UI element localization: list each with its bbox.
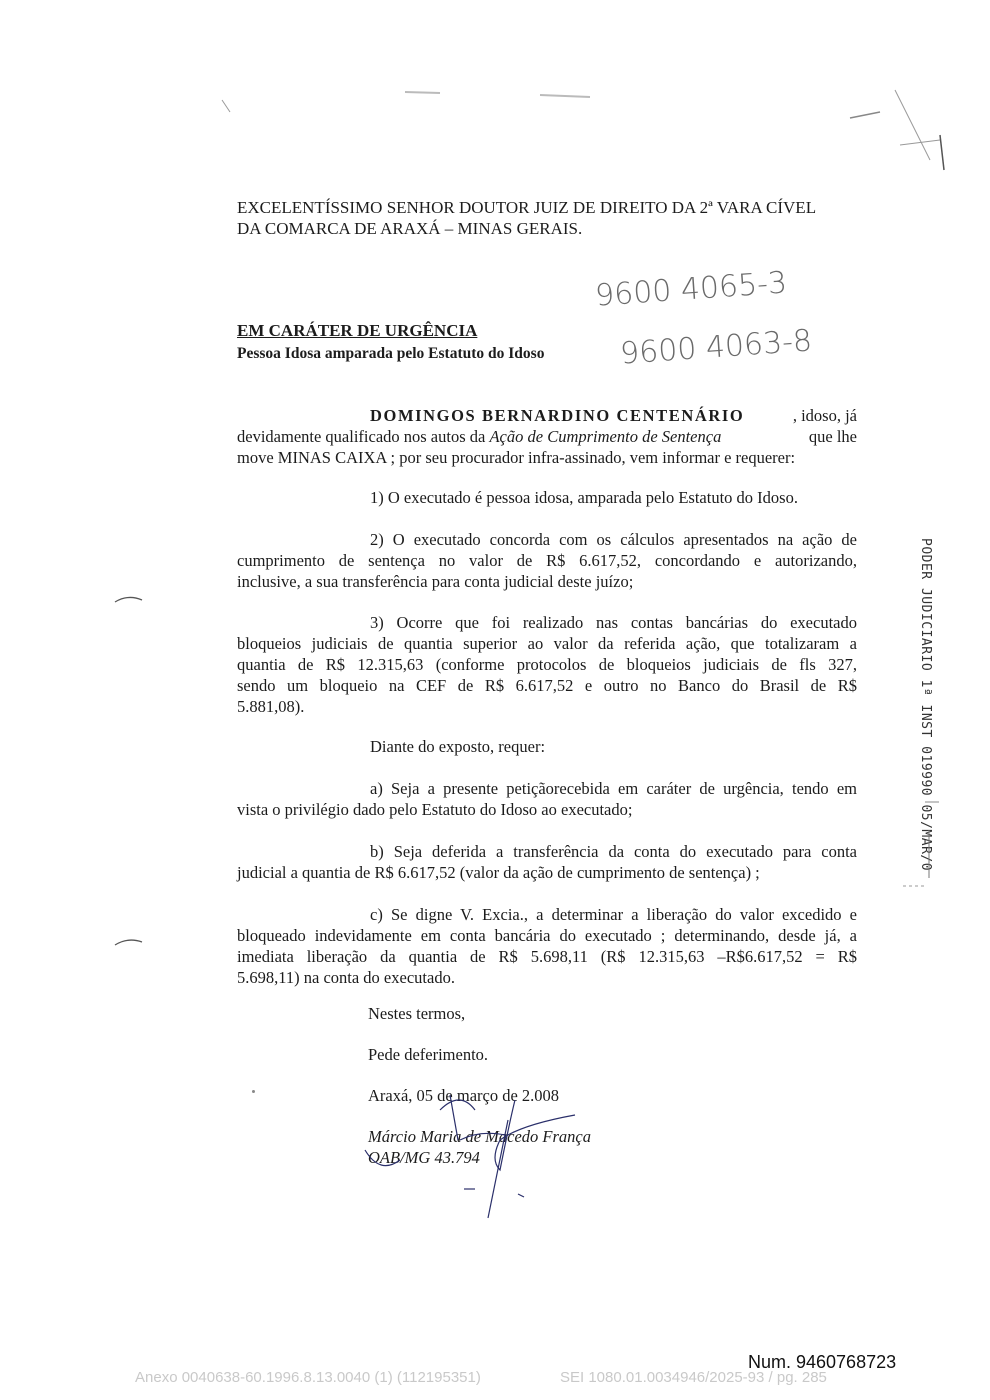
margin-marks bbox=[0, 580, 160, 960]
request-intro: Diante do exposto, requer: bbox=[370, 737, 546, 756]
intro-line-3: move MINAS CAIXA ; por seu procurador infra-assinado, vem informar e requerer: bbox=[237, 448, 796, 467]
item-3-line-3: quantia de R$ 12.315,63 (conforme protocolos de bloqueios judiciais de fls 327, bbox=[237, 655, 857, 674]
footer-sei: SEI 1080.01.0034946/2025-93 / pg. 285 bbox=[560, 1369, 827, 1386]
document-number: Num. 9460768723 bbox=[748, 1352, 897, 1372]
item-3-line-5: 5.881,08). bbox=[237, 697, 305, 716]
item-2-line-2: cumprimento de sentença no valor de R$ 6.617,52, concordando e autorizando, bbox=[237, 551, 857, 570]
signature bbox=[340, 1080, 600, 1220]
urgency-title: EM CARÁTER DE URGÊNCIA bbox=[237, 321, 478, 340]
request-c-line-3: imediata liberação da quantia de R$ 5.698,11 (R$ 12.315,63 –R$6.617,52 = R$ bbox=[237, 947, 857, 966]
place-date: Araxá, 05 de março de 2.008 bbox=[368, 1086, 560, 1105]
intro-line-2 bbox=[237, 427, 857, 447]
petitioner-name: DOMINGOS BERNARDINO CENTENÁRIO bbox=[370, 406, 745, 425]
handwritten-number-2: 9600 4063-8 bbox=[619, 323, 814, 372]
footer-annex: Anexo 0040638-60.1996.8.13.0040 (1) (112195351) bbox=[135, 1369, 481, 1386]
request-b-line-1: b) Seja deferida a transferência da conta do executado para conta bbox=[370, 842, 857, 861]
lawyer-name: Márcio Maria de Macedo França bbox=[368, 1127, 591, 1146]
item-3-line-4: sendo um bloqueio na CEF de R$ 6.617,52 e outro no Banco do Brasil de R$ bbox=[237, 676, 857, 695]
intro-line-1 bbox=[370, 406, 857, 426]
request-c-line-1: c) Se digne V. Excia., a determinar a liberação do valor excedido e bbox=[370, 905, 857, 924]
request-b-line-2: judicial a quantia de R$ 6.617,52 (valor da ação de cumprimento de sentença) ; bbox=[237, 863, 760, 882]
item-2-line-3: inclusive, a sua transferência para conta judicial deste juízo; bbox=[237, 572, 634, 591]
item-3-line-2: bloqueios judiciais de quantia superior ao valor da referida ação, que totalizaram a bbox=[237, 634, 857, 653]
addressee-line-1: EXCELENTÍSSIMO SENHOR DOUTOR JUIZ DE DIREITO DA 2ª VARA CÍVEL bbox=[237, 198, 817, 217]
intro-line-2b: que lhe bbox=[808, 427, 857, 446]
item-2-line-1: 2) O executado concorda com os cálculos apresentados na ação de bbox=[370, 530, 857, 549]
request-a-line-1: a) Seja a presente petiçãorecebida em caráter de urgência, tendo em bbox=[370, 779, 857, 798]
addressee-line-2: DA COMARCA DE ARAXÁ – MINAS GERAIS. bbox=[237, 219, 583, 238]
intro-after-name: , idoso, já bbox=[792, 406, 857, 425]
handwritten-number-1: 9600 4065-3 bbox=[594, 265, 789, 314]
intro-line-2a: devidamente qualificado nos autos da bbox=[237, 427, 490, 446]
request-c-line-2: bloqueado indevidamente em conta bancária do executado ; determinando, desde já, a bbox=[237, 926, 857, 945]
item-1: 1) O executado é pessoa idosa, amparada pelo Estatuto do Idoso. bbox=[370, 488, 798, 507]
item-3-line-1: 3) Ocorre que foi realizado nas contas bancárias do executado bbox=[370, 613, 857, 632]
request-a-line-2: vista o privilégio dado pelo Estatuto do Idoso ao executado; bbox=[237, 800, 633, 819]
urgency-subtitle: Pessoa Idosa amparada pelo Estatuto do Idoso bbox=[237, 345, 545, 362]
closing-terms: Nestes termos, bbox=[368, 1004, 466, 1023]
closing-request: Pede deferimento. bbox=[368, 1045, 489, 1064]
request-c-line-4: 5.698,11) na conta do executado. bbox=[237, 968, 455, 987]
protocol-stamp: PODER JUDICIARIO 1ª INST 019990 05/MAR/0 bbox=[918, 538, 933, 872]
scan-marks bbox=[0, 0, 990, 200]
scan-dot bbox=[252, 1090, 255, 1093]
lawyer-oab: OAB/MG 43.794 bbox=[368, 1148, 480, 1167]
case-type: Ação de Cumprimento de Sentença bbox=[489, 427, 722, 446]
stamp-marks bbox=[895, 790, 945, 900]
